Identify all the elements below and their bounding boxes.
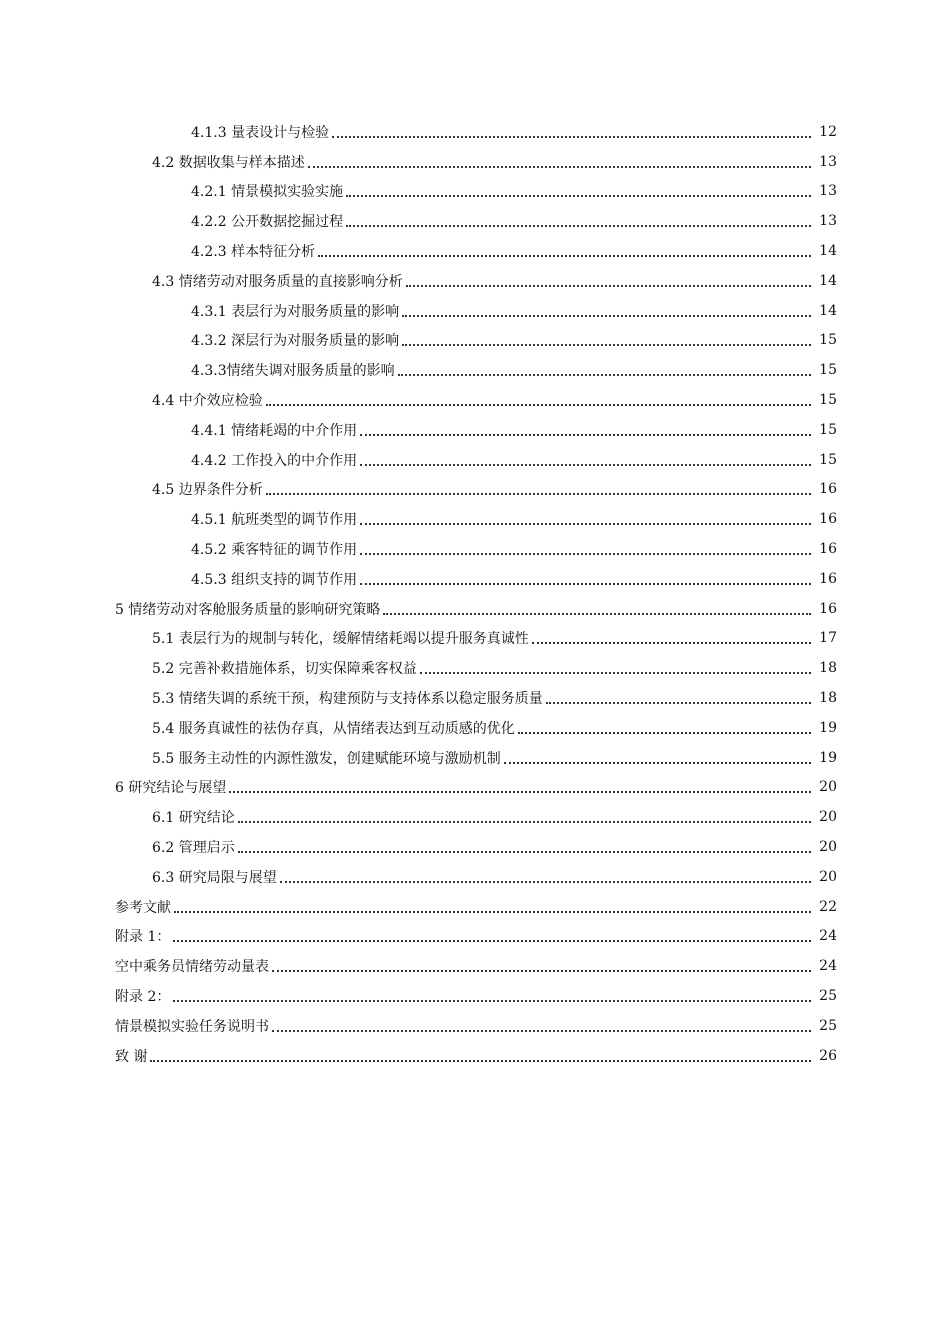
toc-dot-leader [332, 116, 811, 138]
toc-entry[interactable] [0, 981, 950, 1011]
toc-entry-page-number: 24 [819, 958, 837, 975]
toc-entry[interactable] [0, 624, 950, 654]
toc-dot-leader [266, 473, 811, 495]
toc-entry-title: 4.5.1 航班类型的调节作用 [191, 512, 358, 529]
toc-entry-title: 4.5.3 组织支持的调节作用 [191, 571, 358, 588]
toc-entry-title: 4.4 中介效应检验 [152, 393, 263, 410]
toc-entry-title: 5.1 表层行为的规制与转化，缓解情绪耗竭以提升服务真诚性 [152, 631, 529, 648]
toc-dot-leader [402, 295, 811, 317]
toc-entry[interactable] [0, 1041, 950, 1071]
toc-entry-title: 致 谢 [115, 1048, 148, 1065]
toc-entry[interactable] [0, 504, 950, 534]
toc-dot-leader [360, 563, 811, 585]
toc-entry-title: 6.2 管理启示 [152, 840, 235, 857]
toc-entry-page-number: 24 [819, 928, 837, 945]
toc-entry-title: 附录 1： [115, 929, 171, 946]
toc-entry[interactable] [0, 713, 950, 743]
toc-entry[interactable] [0, 862, 950, 892]
toc-entry-page-number: 18 [819, 660, 837, 677]
toc-entry-page-number: 14 [819, 272, 837, 289]
toc-entry[interactable] [0, 653, 950, 683]
toc-entry-title: 4.5 边界条件分析 [152, 482, 263, 499]
toc-entry-title: 4.3.3情绪失调对服务质量的影响 [191, 363, 395, 380]
toc-entry[interactable] [0, 683, 950, 713]
toc-entry[interactable] [0, 892, 950, 922]
toc-entry[interactable] [0, 236, 950, 266]
toc-entry-page-number: 14 [819, 243, 837, 260]
toc-entry[interactable] [0, 951, 950, 981]
toc-entry-title: 参考文献 [115, 899, 171, 916]
toc-entry[interactable] [0, 832, 950, 862]
toc-dot-leader [518, 712, 811, 734]
toc-entry-title: 4.2 数据收集与样本描述 [152, 154, 305, 171]
toc-entry-title: 4.3.1 表层行为对服务质量的影响 [191, 303, 400, 320]
toc-dot-leader [420, 652, 811, 674]
toc-dot-leader [173, 980, 811, 1002]
toc-dot-leader [174, 891, 811, 913]
toc-entry-page-number: 22 [819, 898, 837, 915]
toc-entry-page-number: 20 [819, 868, 837, 885]
toc-dot-leader [266, 384, 811, 406]
toc-entry-title: 空中乘务员情绪劳动量表 [115, 959, 269, 976]
toc-entry[interactable] [0, 773, 950, 803]
toc-entry-page-number: 16 [819, 511, 837, 528]
toc-dot-leader [383, 593, 811, 615]
toc-entry[interactable] [0, 326, 950, 356]
toc-entry[interactable] [0, 355, 950, 385]
toc-dot-leader [360, 414, 811, 436]
toc-entry-page-number: 15 [819, 451, 837, 468]
toc-entry[interactable] [0, 1011, 950, 1041]
toc-entry[interactable] [0, 922, 950, 952]
toc-entry[interactable] [0, 177, 950, 207]
toc-entry-title: 6 研究结论与展望 [115, 780, 227, 797]
toc-entry-title: 5.5 服务主动性的内源性激发，创建赋能环境与激励机制 [152, 750, 501, 767]
toc-entry[interactable] [0, 802, 950, 832]
toc-entry-page-number: 15 [819, 392, 837, 409]
toc-dot-leader [398, 354, 811, 376]
toc-entry[interactable] [0, 385, 950, 415]
toc-dot-leader [272, 950, 811, 972]
toc-entry[interactable] [0, 415, 950, 445]
toc-entry-page-number: 17 [819, 630, 837, 647]
toc-entry-title: 6.1 研究结论 [152, 810, 235, 827]
toc-entry-page-number: 16 [819, 570, 837, 587]
toc-entry-page-number: 19 [819, 749, 837, 766]
toc-entry-page-number: 14 [819, 302, 837, 319]
toc-entry-title: 4.3.2 深层行为对服务质量的影响 [191, 333, 400, 350]
toc-dot-leader [308, 146, 811, 168]
toc-entry-page-number: 16 [819, 481, 837, 498]
toc-dot-leader [360, 533, 811, 555]
toc-dot-leader [173, 920, 811, 942]
table-of-contents [0, 117, 950, 1071]
toc-entry-page-number: 16 [819, 600, 837, 617]
toc-entry-title: 4.4.2 工作投入的中介作用 [191, 452, 358, 469]
toc-dot-leader [346, 205, 811, 227]
toc-entry[interactable] [0, 445, 950, 475]
toc-entry[interactable] [0, 534, 950, 564]
toc-entry[interactable] [0, 743, 950, 773]
toc-entry-page-number: 13 [819, 153, 837, 170]
toc-entry[interactable] [0, 594, 950, 624]
toc-entry[interactable] [0, 206, 950, 236]
toc-entry-page-number: 25 [819, 988, 837, 1004]
toc-entry[interactable] [0, 117, 950, 147]
toc-entry-title: 5.4 服务真诚性的祛伪存真，从情绪表达到互动质感的优化 [152, 720, 515, 737]
toc-entry-page-number: 19 [819, 719, 837, 736]
toc-dot-leader [406, 265, 811, 287]
toc-entry-title: 5.2 完善补救措施体系，切实保障乘客权益 [152, 661, 417, 678]
toc-dot-leader [504, 742, 811, 764]
toc-dot-leader [532, 622, 811, 644]
toc-dot-leader [360, 444, 811, 466]
toc-entry-page-number: 25 [819, 1017, 837, 1034]
toc-entry-title: 4.2.2 公开数据挖掘过程 [191, 214, 344, 231]
toc-dot-leader [402, 324, 811, 346]
toc-entry-title: 6.3 研究局限与展望 [152, 869, 277, 886]
toc-entry-title: 4.5.2 乘客特征的调节作用 [191, 542, 358, 559]
toc-dot-leader [238, 831, 811, 853]
toc-entry-page-number: 26 [819, 1047, 837, 1064]
toc-entry-title: 情景模拟实验任务说明书 [115, 1018, 269, 1035]
toc-entry-title: 4.2.1 情景模拟实验实施 [191, 184, 344, 201]
toc-dot-leader [238, 801, 811, 823]
toc-entry-title: 4.2.3 样本特征分析 [191, 244, 316, 261]
toc-dot-leader [280, 861, 811, 883]
toc-entry-page-number: 20 [819, 839, 837, 856]
toc-entry[interactable] [0, 564, 950, 594]
toc-entry-page-number: 15 [819, 362, 837, 379]
toc-entry-page-number: 20 [819, 779, 837, 796]
toc-dot-leader [546, 682, 811, 704]
toc-entry-title: 5.3 情绪失调的系统干预，构建预防与支持体系以稳定服务质量 [152, 691, 543, 708]
toc-dot-leader [150, 1040, 811, 1062]
toc-entry[interactable] [0, 296, 950, 326]
toc-entry-page-number: 15 [819, 332, 837, 349]
toc-entry-page-number: 20 [819, 809, 837, 826]
toc-entry-page-number: 18 [819, 690, 837, 707]
toc-entry[interactable] [0, 475, 950, 505]
toc-entry-title: 4.1.3 量表设计与检验 [191, 124, 330, 141]
toc-dot-leader [229, 771, 811, 793]
toc-dot-leader [360, 503, 811, 525]
toc-dot-leader [272, 1010, 811, 1032]
toc-entry-page-number: 16 [819, 541, 837, 558]
toc-entry-title: 4.3 情绪劳动对服务质量的直接影响分析 [152, 273, 403, 290]
toc-entry-title: 附录 2： [115, 989, 171, 1005]
toc-entry[interactable] [0, 266, 950, 296]
toc-entry-page-number: 13 [819, 183, 837, 200]
toc-entry-title: 5 情绪劳动对客舱服务质量的影响研究策略 [115, 601, 381, 618]
toc-entry[interactable] [0, 147, 950, 177]
toc-entry-title: 4.4.1 情绪耗竭的中介作用 [191, 422, 358, 439]
toc-entry-page-number: 13 [819, 213, 837, 230]
toc-entry-page-number: 15 [819, 421, 837, 438]
toc-dot-leader [318, 235, 811, 257]
toc-entry-page-number: 12 [819, 123, 837, 140]
toc-dot-leader [346, 175, 811, 197]
